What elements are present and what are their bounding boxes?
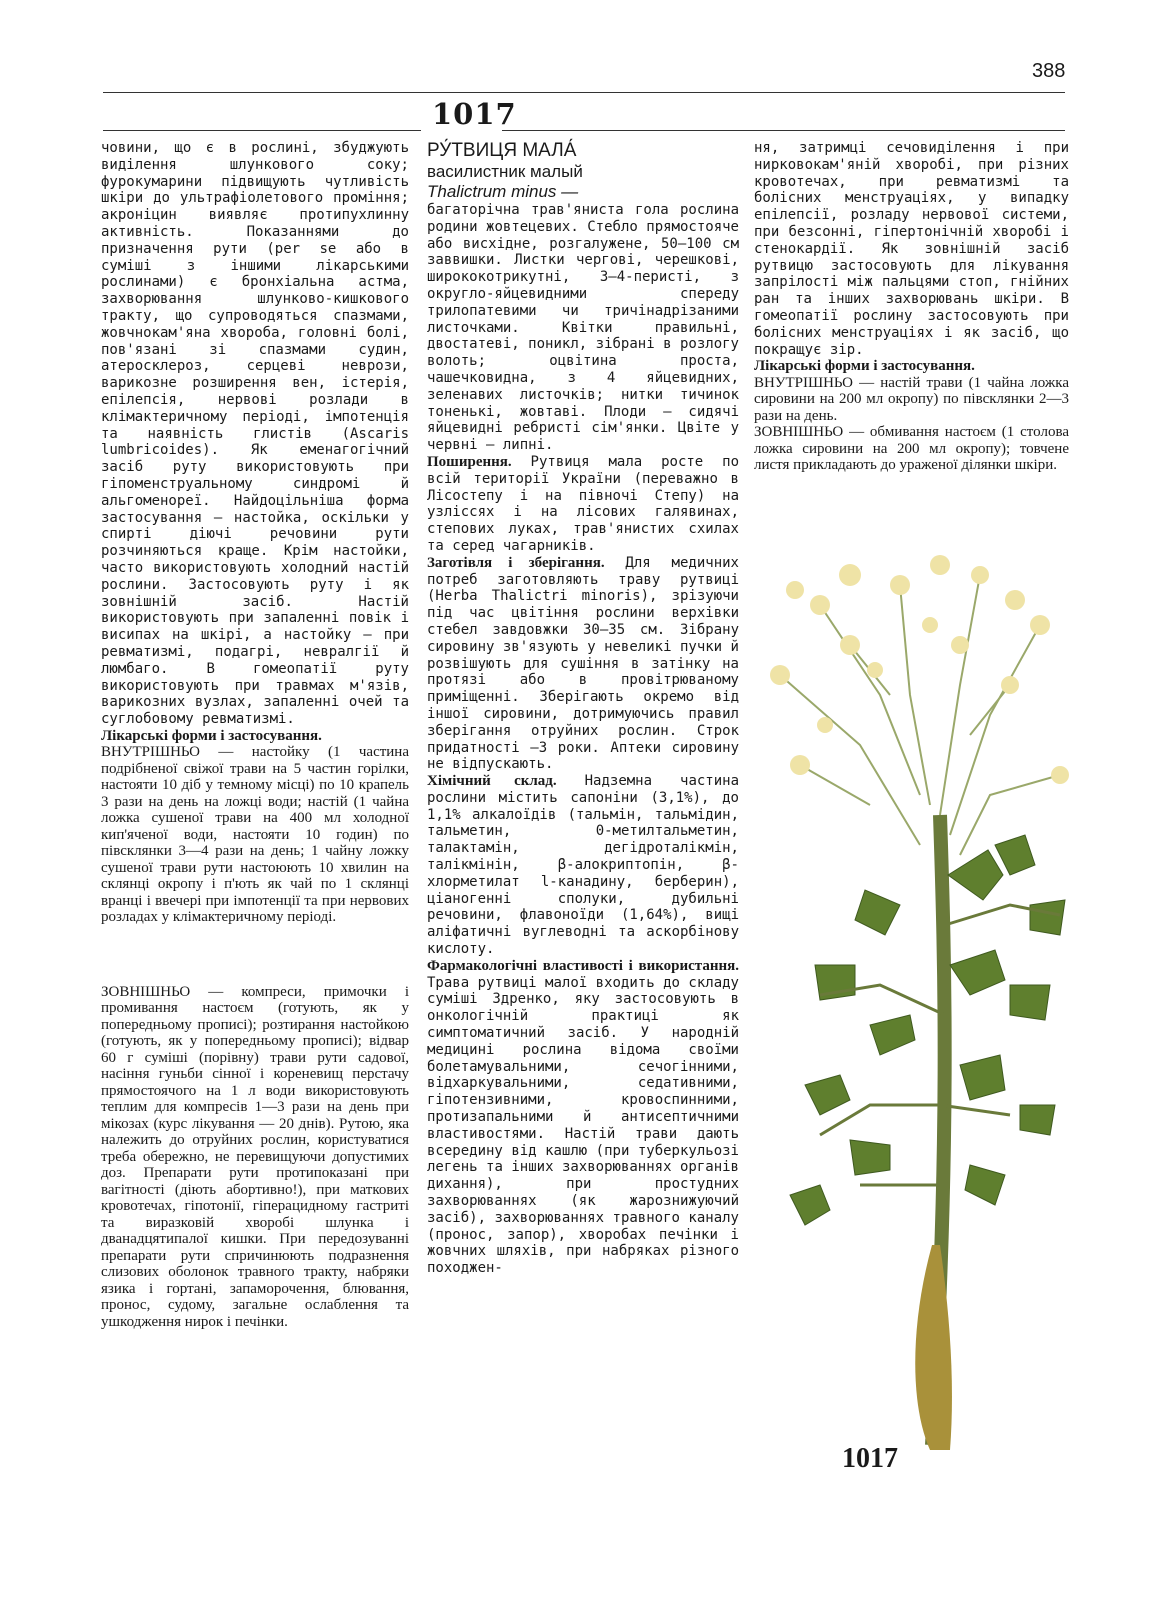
plant-latin-name: Thalictrum minus — [427, 182, 579, 201]
pharmacology-text: Трава рутвиці малої входить до складу суміші Здренко, яку застосовують в онкологічній практиці як симптоматичний засіб. У народній медицині рослина відома своїми болетамувальними, сечогінними, відхаркувальними, седативними, гіпотензивними, кровоспинними, протизапальними й антисептичними властивостями. Настій трави дають всередину від кашлю (при туберкульозі легень та інших захворюваннях органів дихання), при простудних захворюваннях (як жарознижуючий засіб), захворюваннях травного каналу (пронос, запор), хворобах печінки і жовчних шляхів, при набряках різного походжен- [427, 974, 739, 1277]
internal-use-text: ВНУТРІШНЬО — настойку (1 частина подрібненої свіжої трави на 5 частин горілки, настояти 10 діб у темному місці) по 10 крапель 3 рази на день на ложці води; настій (1 чайна ложка сушеної трави на 400 мл холодної кип'яченої води, настояти 10 годин) по півсклянки 3—4 рази на день; 1 чайну ложку сушеної трави рути настоюють 10 хвилин на склянці окропу і п'ють як чай по 1 склянці вранці і ввечері при імпотенції та при нервових розладах у клімактеричному періоді. [101, 744, 409, 926]
plant-russian-name: василистник малый [427, 162, 583, 181]
harvest-heading: Заготівля і зберігання. [427, 554, 605, 571]
spacer [101, 926, 409, 984]
external-use-text-right: ЗОВНІШНЬО — обмивання настоєм (1 столова ложка сировини на 200 мл окропу); товчене листя прикладають до ураженої ділянки шкіри. [754, 424, 1069, 474]
harvest-text: Для медичних потреб заготовляють траву рутвиці (Herba Thalictri minoris), зрізуючи під час цвітіння рослини верхівки стебел завдовжки 30—35 см. Зібрану сировину зв'язують у невеликі пучки й розвішують для сушіння в затінку на протязі або в провітрюваному приміщенні. Зберігають окремо від іншої сировини, дотримуючись правил зберігання отруйних рослин. Строк придатності —3 роки. Аптеки сировину не відпускають. [427, 554, 739, 773]
column-left [101, 140, 409, 1330]
external-use-text: ЗОВНІШНЬО — компреси, примочки і промивання настоєм (готують, як у попередньому прописі); розтирання настойкою (готують, як у попередньому прописі); відвар 60 г суміші (порівну) трави рути садової, насіння гуньби сінної і кореневищ перстачу прямостоячого на 1 л води використовують теплим для компресів 1—3 рази на день при мікозах (курс лікування — 20 днів). Рутою, яка належить до отруйних рослин, користуватися треба обережно, не перевищуючи допустимих доз. Препарати рути протипоказані при вагітності (діють абортивно!), при маткових кровотечах, гіпотонії, гіперацидному гастриті та виразковій хворобі шлунка і дванадцятипалої кишки. При передозуванні препарати рути спричинюють подразнення слизових оболонок травного тракту, набряки язика і гортані, запаморочення, блювання, пронос, судому, загальне ослаблення та ушкодження нирок і печінки. [101, 983, 409, 1330]
distribution-heading: Поширення. [427, 453, 512, 470]
usage-continued-text: ня, затримці сечовиділення і при нирковокам'яній хворобі, при різних кровотечах, при ревматизмі та болісних менструаціях, у випадку епілепсії, розладу нервової системи, при безсонні, гіпертонічній хворобі і стенокардії. Як зовнішній засіб рутвицю застосовують для лікування запрілості між пальцями стоп, гнійних ран та інших захворювань шкіри. В гомеопатії рослину застосовують при болісних менструаціях і як засіб, що покращує зір. [754, 140, 1069, 358]
chemistry-heading: Хімічний склад. [427, 773, 557, 790]
column-right [754, 140, 1069, 474]
forms-block-right [754, 358, 1069, 474]
forms-heading-right: Лікарські форми і застосування. [754, 358, 975, 375]
page-number: 388 [1032, 60, 1066, 82]
entry-rule-right [502, 130, 1065, 131]
internal-use-text-right: ВНУТРІШНЬО — настій трави (1 чайна ложка сировини на 200 мл окропу) по півсклянки 2—3 рази на день. [754, 374, 1069, 424]
column-middle [427, 140, 739, 1277]
plant-illustration [760, 545, 1090, 1480]
header-rule [103, 92, 1065, 93]
forms-block [101, 728, 409, 1331]
rue-indications-text: човини, що є в рослині, збуджують виділення шлункового соку; фурокумарини підвищують чутливість шкіри до ультрафіолетового проміння; акроніцин виявляє протипухлинну активність. Показаннями до призначення рути (per se або в суміші з іншими лікарськими рослинами) є бронхіальна астма, захворювання шлунково-кишкового тракту, що супроводяться спазмами, жовчнокам'яна хвороба, головні болі, пов'язані зі спазмами судин, атеросклероз, серцеві неврози, варикозне розширення вен, істерія, епілепсія, нервові розлади в клімактеричному періоді, імпотенція та наявність глистів (Ascaris lumbricoides). Як еменагогічний засіб руту використовують при гіпоменструальному синдромі й альгоменореї. Найдоцільніша форма застосування — настойка, оскільки у спирті діючі речовини рути розчиняються краще. Крім настойки, часто використовують холодний настій рослини. Застосовують руту і як зовнішній засіб. Настій використовують при запаленні повік і висипах на шкірі, а настойку — при ревматизмі, подагрі, невралгії й люмбаго. В гомеопатії руту використовують при травмах м'язів, варикозних вузлах, запаленні очей та суглобовому ревматизмі. [101, 140, 409, 728]
distribution-text: Рутвиця мала росте по всій території України (переважно в Лісостепу і на півночі Степу) на узліссях і на лісових галявинах, степових луках, трав'янистих схилах та серед чагарників. [427, 453, 739, 554]
plant-description: багаторічна трав'яниста гола рослина родини жовтецевих. Стебло прямостояче або висхідне, розгалужене, 50—100 см заввишки. Листки чергові, черешкові, ширококотрикутні, 3—4-перисті, з округло-яйцевидними спереду трилопатевими чи тричінадрізаними листочками. Квітки правильні, двостатеві, поникл, зібрані в розлогу волоть; оцвітина проста, чашечковидна, з 4 яйцевидних, зеленавих листочків; нитки тичинок тоненькі, жовтаві. Плоди — сидячі яйцевидні ребристі сім'янки. Цвіте у червні — липні. [427, 202, 739, 454]
entry-number: 1017 [432, 97, 517, 131]
pharmacology-heading: Фармакологічні властивості і використання. [427, 957, 739, 974]
figure-number: 1017 [842, 1443, 898, 1474]
plant-title: РУ́ТВИЦЯ МАЛА́ [427, 140, 577, 161]
chemistry-text: Надземна частина рослини містить сапоніни (3,1%), до 1,1% алкалоїдів (тальмін, тальмідин, тальметин, 0-метилтальметин, талактамін, дегідроталікмін, талікмінін, β-алокриптопін, β-хлорметилат l-канадину, берберин), ціаногенні сполуки, дубильні речовини, флавоноїди (1,64%), вищі аліфатичні вуглеводні та аскорбінову кислоту. [427, 773, 740, 958]
entry-rule-left [103, 130, 421, 131]
forms-heading: Лікарські форми і застосування. [101, 727, 322, 744]
